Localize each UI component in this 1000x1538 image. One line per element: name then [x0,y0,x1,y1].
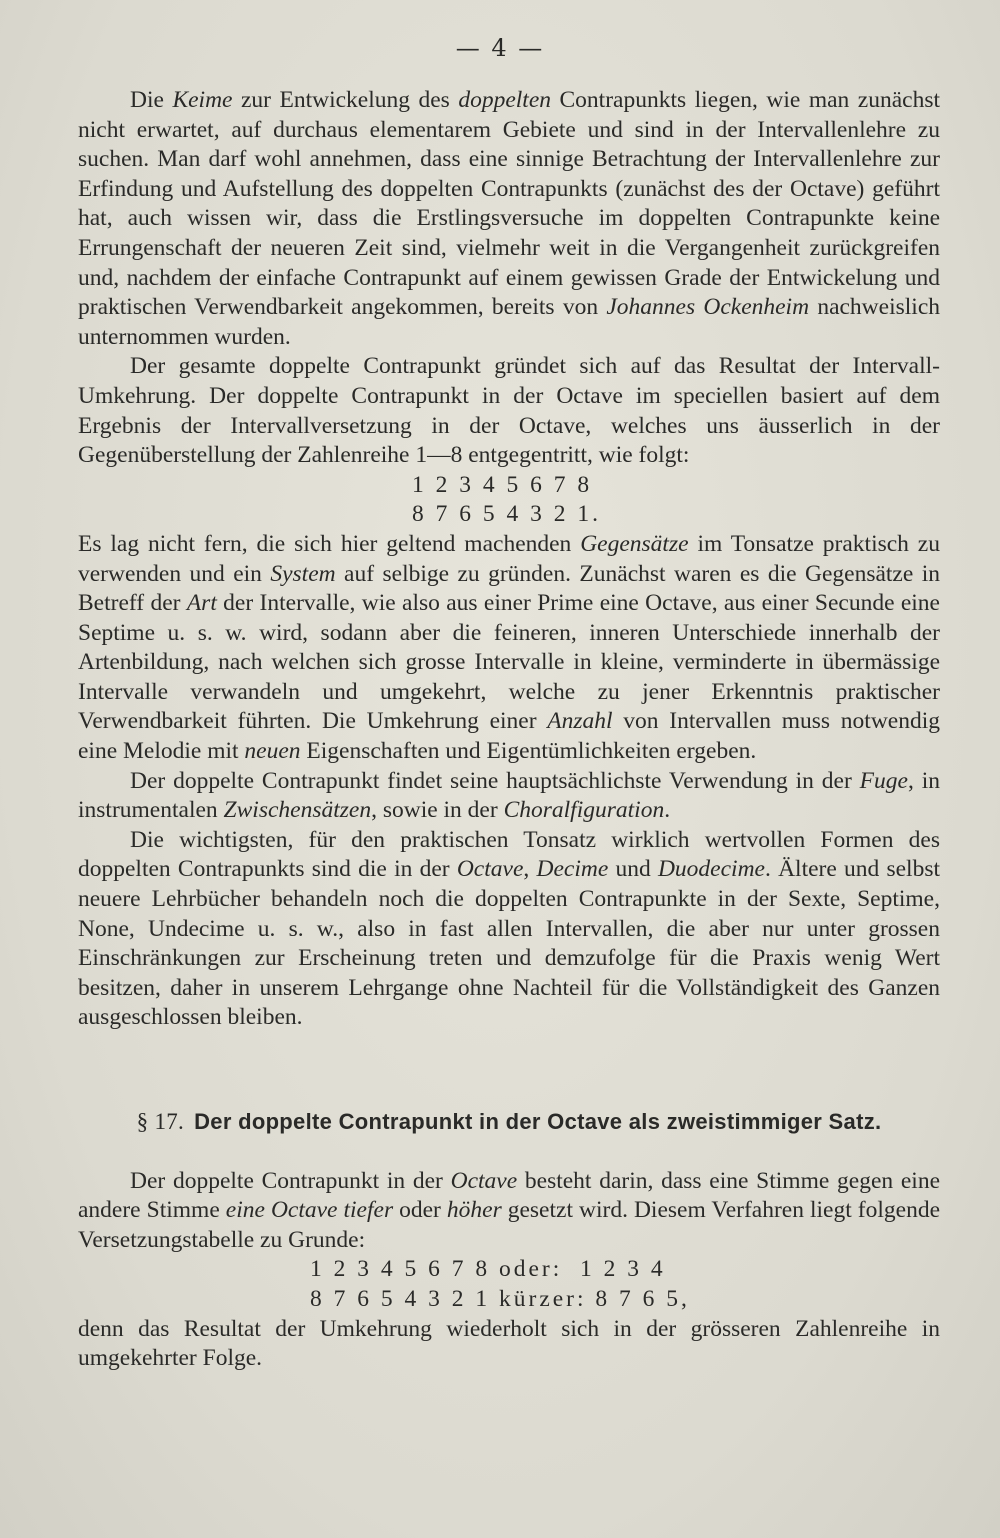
text-run: zur Entwickelung des [232,87,459,113]
page-body [78,86,940,1374]
section-heading [78,1107,940,1137]
text-run: . [664,797,671,824]
paragraph-3 [78,530,940,767]
text-run: Der doppelte Contrapunkt in der [130,1167,451,1194]
number-row-1: 1 2 3 4 5 6 7 8 [412,471,593,498]
text-run: , in instrumentalen [78,767,940,824]
emphasis: Keime [172,87,233,113]
paragraph-2 [78,352,940,470]
emphasis: Octave [450,1167,518,1194]
text-run: Eigenschaften und Eigentümlichkeiten ergeben. [300,738,757,765]
emphasis: Anzahl [547,708,613,735]
text-run: Der gesamte doppelte Contrapunkt gründet sich auf das Resultat der Intervall-Umkehrung. Der doppelte Contrapunkt in der Octave im speciellen basiert auf dem Ergebnis der Intervallversetzung in der Octave, welches uns äusserlich in der Gegenüberstellung der Zahlenreihe 1—8 entgegentritt, wie folgt: [78,353,940,469]
emphasis: neuen [244,738,301,765]
text-run: Contrapunkts liegen, wie man zunächst nicht erwartet, auf durchaus elementarem Gebiete und sind in der Intervallenlehre zu suchen. Man darf wohl annehmen, dass eine sinnige Betrachtung der Intervallenlehre zur Erfindung und Aufstellung des doppelten Contrapunkts (zunächst des der Octave) geführt hat, auch wissen wir, dass die Erstlingsversuche im doppelten Contrapunkte keine Errungenschaft der neueren Zeit sind, vielmehr weit in die Vergangenheit zurückgreifen und, nachdem der einfache Contrapunkt auf einem gewissen Grade der Entwickelung und praktischen Verwendbarkeit angekommen, bereits von [78,87,941,321]
page-number: — 4 — [455,34,545,62]
text-run: besteht darin, dass eine Stimme gegen eine andere Stimme [78,1167,941,1224]
emphasis: Choralfiguration [503,797,665,824]
paragraph-4 [78,767,940,826]
emphasis: System [270,560,336,587]
section-number: § 17. [136,1109,185,1134]
emphasis: Johannes Ockenheim [606,294,810,321]
text-run: , [523,856,537,883]
paragraph-6 [78,1167,940,1256]
emphasis: Octave [456,856,524,883]
spacer [78,1033,940,1077]
emphasis: doppelten [458,87,551,113]
text-run: . Ältere und selbst neuere Lehrbücher behandeln noch die doppelten Contrapunkte in der Sexte, Septime, None, Undecime u. s. w., also in fast allen Intervallen, die aber nur unter grossen Einschränkungen zur Erscheinung treten und demzufolge für die Praxis wenig Wert besitzen, daher in unserem Lehrgange ohne Nachteil für die Vollständigkeit des Ganzen ausgeschlossen bleiben. [78,856,941,1031]
paragraph-7 [78,1315,940,1374]
text-run: denn das Resultat der Umkehrung wiederholt sich in der grösseren Zahlenreihe in umgekehrter Folge. [78,1315,940,1372]
text-run: , sowie in der [371,797,504,824]
emphasis: Decime [536,856,609,883]
table-row-2: 8 7 6 5 4 3 2 1 kürzer: 8 7 6 5, [310,1285,690,1312]
text-run: Es lag nicht fern, die sich hier geltend machenden [78,530,581,557]
text-run: auf selbige zu gründen. Zunächst waren es die Gegensätze in Betreff der [78,560,940,617]
emphasis: eine Octave tiefer [225,1197,394,1224]
text-run: im Tonsatze praktisch zu verwenden und ein [78,530,940,587]
paragraph-5 [78,826,940,1033]
emphasis: höher [446,1197,502,1224]
emphasis: Fuge [859,767,908,794]
text-run: der Intervalle, wie also aus einer Prime eine Octave, aus einer Secunde eine Septime u. s. w. wird, sodann aber die feineren, inneren Unterschiede innerhalb der Artenbildung, nach welchen sich grosse Intervalle in kleine, verminderte in übermässige Intervalle verwandeln und umgekehrt, welche zu jener Erkenntnis praktischer Verwendbarkeit führten. Die Umkehrung einer [78,590,940,735]
text-run: Die wichtigsten, für den praktischen Tonsatz wirklich wertvollen Formen des doppelten Contrapunkts sind die in der [78,826,940,883]
emphasis: Duodecime [657,856,765,883]
emphasis: Art [186,590,217,617]
text-run: von Intervallen muss notwendig eine Melodie mit [78,708,941,765]
text-run: gesetzt wird. Diesem Verfahren liegt folgende Versetzungstabelle zu Grunde: [78,1197,940,1253]
paragraph-1 [78,86,940,352]
emphasis: Gegensätze [580,530,689,557]
section-title: Der doppelte Contrapunkt in der Octave als zweistimmiger Satz. [194,1109,882,1134]
text-run: und [608,856,658,883]
text-run: nachweislich unternommen wurden. [78,294,940,350]
emphasis: Zwischensätzen [223,797,372,824]
text-run: oder [393,1197,447,1224]
text-run: Der doppelte Contrapunkt findet seine hauptsächlichste Verwendung in der [130,767,860,794]
table-row-1: 1 2 3 4 5 6 7 8 oder: 1 2 3 4 [310,1256,666,1283]
number-row-2: 8 7 6 5 4 3 2 1. [412,501,601,528]
text-run: Die [130,87,173,113]
